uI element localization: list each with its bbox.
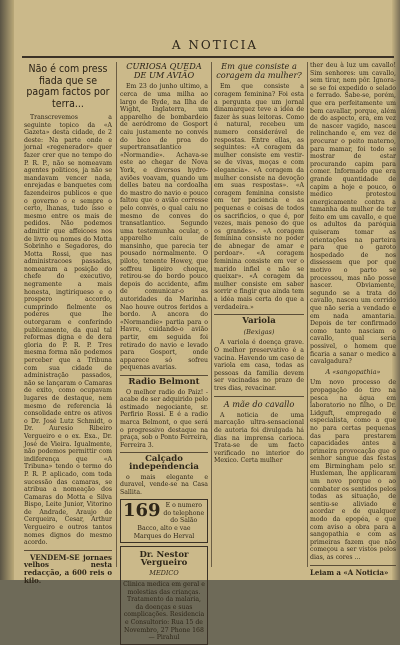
- ad-title: Calçado independencia: [129, 454, 199, 472]
- article-headline: A mãe do cavallo: [223, 398, 295, 409]
- column-2: [120, 61, 208, 642]
- classified-ad: VENDEM-SE jornaes velhos nesta redacção, a 600 reis o kilo.: [24, 552, 112, 585]
- divider: [214, 396, 304, 397]
- divider: [120, 452, 208, 453]
- column-divider: [116, 62, 117, 567]
- doctor-ad: [120, 546, 208, 645]
- doctor-title: MEDICO: [149, 569, 179, 578]
- ad-body: O melhor radio do Paiz! - acabe de ser adquirido pelo estimado negociante, sr. Perfirio Rossi. E é a radio marca Belmont, o que será o progressivo destaque na praça, sob o Ponto Ferreira, Ferreira 3.: [120, 388, 208, 449]
- phone-number: 169: [123, 500, 161, 522]
- column-divider: [307, 62, 308, 567]
- page-gutter-shadow: [0, 0, 14, 580]
- article-headline: Em que consiste a coragem da mulher?: [216, 61, 302, 81]
- article-body: A noticia de uma marcação ultra-sensacional de autoria foi divulgada há dias na imprensa carioca. Trata-se de um facto verificado no interior do Mexico. Certa mulher: [214, 411, 304, 465]
- article-headline: Variola: [242, 316, 276, 327]
- article-body: Em 23 do junho ultimo, a cerca de uma milha ao largo de Ryde, na Ilha de Wight, Inglaterra, um apparelho de bombardeio de aeródromo de Gosport caiu justamente no convés do bico de proa do supertransatlantico «Normandie». Achava-se este ao chegar de Nova York, e diversos hydro-aviões voavam, quando um delles bateu na cordoalha do mastro do navio e pouco faltou que o avião corresse pelo convés, o qual caiu no mesmo de conves do transatlantico. Segundo uma testemunha ocular, o apparelho caiu de mansinho, que parecia ter pousado normalmente. O piloto, tenente Howey, que soffreu ligeiro choque, retirou-se do bordo pouco depois do accidente, afim de comunicar-o as autoridades da Marinha. Nao houve outros feridos a bordo. A ancora do «Normandie» partia para o Havre, cuidando-o avião partir, em seguida foi retirado do navio e levado para Gosport, onde apparece só sofreu pequenas avarias.: [120, 83, 208, 372]
- promo-line: Leiam a «A Noticia»: [310, 567, 389, 577]
- column-3: [214, 62, 304, 572]
- divider: [24, 550, 112, 551]
- ad-title: Radio Belmont: [128, 376, 200, 387]
- divider: [120, 375, 208, 376]
- article-headline: A «sangopathia»: [325, 367, 381, 376]
- column-4: [310, 62, 396, 582]
- divider: [310, 565, 396, 566]
- article-subheadline: (Bexigas): [243, 327, 275, 336]
- article-headline: Não é com press fiada que se pagam factos por terra...: [26, 63, 110, 110]
- article-headline: CURIOSA QUEDA DE UM AVIÃO: [126, 61, 202, 81]
- phone-ad: [120, 499, 208, 543]
- article-body: Transcrevemos a seguinte topico da «A Gazeta» desta cidade, de 2 deste: Na parte onde e jornal «regenerador» quer fazer crer que no tempo do P. R. P., não se nomeavam agentes politicos, ja não se mandavam vencer nada, enrejadas e banquetes com fazendeiros publicos e que o governo o e sempre o certo, lhanas, tudo isso e mesmo entre os mais de pedidos. Não podemos admittir que affeicoes nos de livro ou nomes do Motta Sobrinho e Segadores, do Motta Rossi, que nas administracoes passadas, nomearam a posição do chefe do executivo, negramente a mais honesta, ingtiriqueso e o prospero accordo, cumprindo fielmente os poderes que lhe outorgaram e conferindo publicamente, da qual tal reformas digna e de dera gloria do P. R. P. Tres mesma forma não podemos perceber que a Tribuna com sua cidade de administração passados, não se lançaram o Camaras de exito, como ocupavam lugares de destaque, nem mesmo de referencia lá consolidade entre os ativos o Dr. José Lutz Schmidt, o Dr. Auresio Ribeiro Vergueiro e o ex. Exa., Dr. José de Vieira. Igualmente, não podemos permittir com indiferença que «A Tribuna» tendo o termo do P. R. P. aplicado, com toda sucessão das camaras, se atribua a nomeação dos Camaras do Motta e Silva Bispo, Leite Junior, Vitorino de Andrade, Araujo de Cerqueira, Cesar, Arthur Vergueiro e outros tantos nomes dignos do mesmo acordo.: [24, 114, 112, 547]
- doctor-name: Dr. Nestor Vergueiro: [139, 550, 189, 568]
- doctor-body: Clinica medica em geral e molestias das crianças. Tratamento da malaria, da doenças e suas complicações. Residencia e Consultorio: Rua 15 de Novembro, 27 Phone 168 — Pirahul: [123, 581, 205, 642]
- phone-ad-text: E o numero do telephone do Salão Bacco, alto e vae Marques do Herval: [133, 502, 205, 540]
- divider: [214, 314, 304, 315]
- article-body: Um novo processo de propagação do tiro na pesca na água em laboratorio no filho, o Dr. Lidguft, empregado e especialista, como a que no para certas pequenas das para prestarem capacidades antes a primeira provocação que o senhor sangue das festas em Birmingham pelo sr. Huxleman, lhe applicaram um novo porque o ao combater os sentidos pelos todas as situação, de sentiu-se aliviado e acordar e de qualquer modo da epopéa, e que com aviso a obra para a sangopathia e com as primeiras fazem que não começou a ser vistos pelos dias, as cores ...: [310, 379, 396, 561]
- column-1: [24, 62, 112, 585]
- column-divider: [211, 62, 212, 567]
- newspaper-masthead: A NOTICIA: [171, 38, 259, 52]
- article-body: A variola é doença grave. O melhor preservativo é a vacina. Havendo um caso de variola em casa, todas as pessoas da familia devem ser vacinadas no prazo de tres dias, revacinar.: [214, 339, 304, 392]
- ad-body: o mais elegante e duravel, vende-se na Casa Sallita.: [120, 473, 208, 496]
- article-body: Em que consiste a coragem feminina? Foi esta a pergunta que um jornal dinamarquez teve a idéa de fazer às suas leitoras. Como é natural, recebeu um numero considerável de respostas. Entre ellas, as seguintes: «A coragem da mulher consiste em vestir-se de vivas, moças e com elegancia». «A coragem da mulher consiste na devoção em suas respostas». «A coragem feminina consiste em ter paciencia e as pequenas e coisas de todos os sacrificios, o que é, por vezes, mais penoso do que os grandes». «A coragem feminina consiste no poder de abnegar de amar e perdoar». «A coragem feminina consiste em ver o marido infiel e não se queixar». «A coragem da mulher consiste em saber sorrir e fingir que ainda tem a idéa mais certa do que a verdadeira.»: [214, 83, 304, 311]
- article-body: ther deu à luz um cavallo! Sim senhores: um cavallo, sem tirar, nem pôr. Ignora-se se foi expedido o selado e ferrado. Sabe-se, porém, que era perfeitamente um bem cavallar, porque, além de do aspecto, era, em vez de nascer vagido, nasceu relinchando e, em vez de procurar o peito materno, para mamar, foi todo se mostrar de estar procurando capim para comer. Informado que era grande quantidade de capim a hoje e pouco, o medico protestou energicamente contra a tamanha da mulher de ter feito em um cavallo, e que os adultos da paróquia quiseram tomar as orientações na parteira para que o garoto hospedado de nos dissessem que por que motivo o parto se processou, mas não posse nascer. Obviamente, segundo se a trata do cavallo, nasceu um corrido que não seria a vendado e em nada amantaria. Depois de ter confirmado como tanto nasciam o cavallo, qual seria possivel, o homem que ficaria a sanar o medico a cavalgadura?: [310, 62, 396, 366]
- masthead-rule: [22, 56, 394, 58]
